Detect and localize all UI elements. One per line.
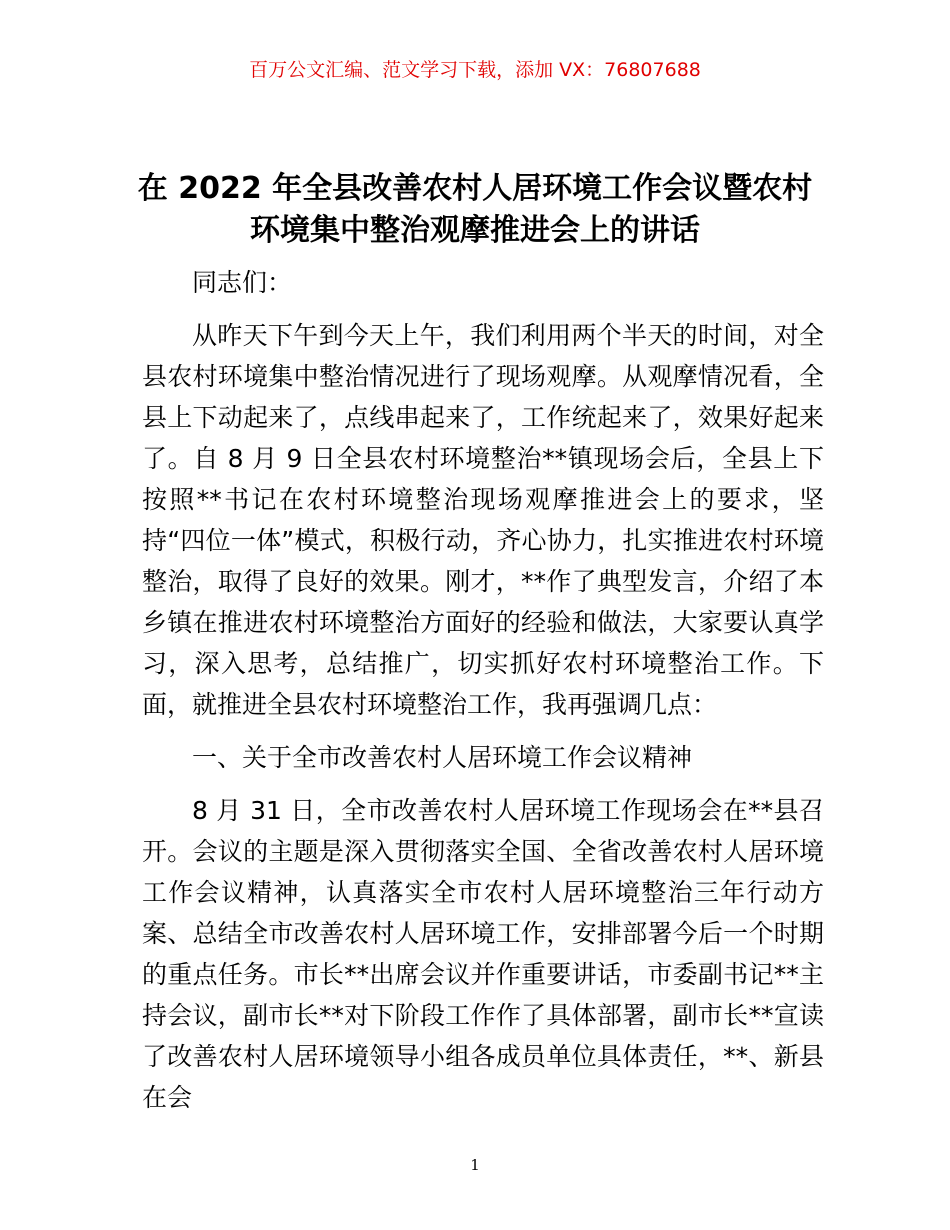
document-body — [142, 262, 824, 1130]
paragraph-section-1: 8 月 31 日，全市改善农村人居环境工作现场会在**县召开。会议的主题是深入贯彻落实全国、全省改善农村人居环境工作会议精神，认真落实全市农村人居环境整治三年行动方案、总结全市改善农村人居环境工作，安排部署今后一个时期的重点任务。市长**出席会议并作重要讲话，市委副书记**主持会议，副市长**对下阶段工作作了具体部署，副市长**宣读了改善农村人居环境领导小组各成员单位具体责任，**、新县在会 — [142, 796, 824, 1112]
page-number: 1 — [470, 1156, 480, 1174]
section-heading-1: 一、关于全市改善农村人居环境工作会议精神 — [192, 743, 693, 772]
salutation: 同志们： — [192, 268, 293, 297]
header-promo-note: 百万公文汇编、范文学习下载，添加 VX：76807688 — [249, 59, 701, 81]
document-title: 在 2022 年全县改善农村人居环境工作会议暨农村环境集中整治观摩推进会上的讲话 — [137, 171, 813, 248]
paragraph-intro: 从昨天下午到今天上午，我们利用两个半天的时间，对全县农村环境集中整治情况进行了现场观摩。从观摩情况看，全县上下动起来了，点线串起来了，工作统起来了，效果好起来了。自 8 月 9 日全县农村环境整治**镇现场会后，全县上下按照**书记在农村环境整治现场观摩推进会上的要求，坚持“四位一体”模式，积极行动，齐心协力，扎实推进农村环境整治，取得了良好的效果。刚才，**作了典型发言，介绍了本乡镇在推进农村环境整治方面好的经验和做法，大家要认真学习，深入思考，总结推广，切实抓好农村环境整治工作。下面，就推进全县农村环境整治工作，我再强调几点： — [142, 321, 824, 719]
